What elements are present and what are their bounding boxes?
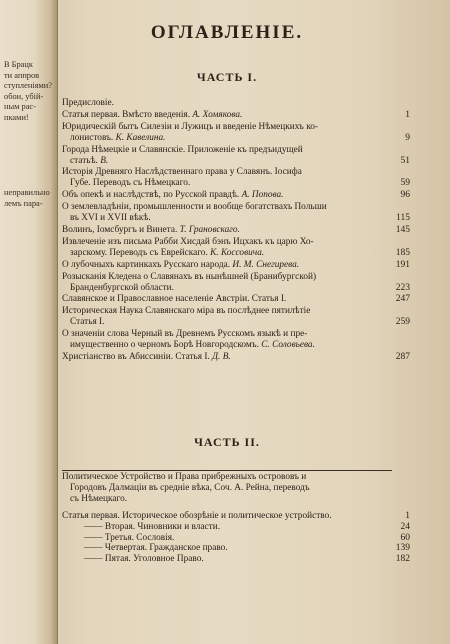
- toc-entry: [62, 352, 410, 363]
- toc-entry-title: [62, 472, 384, 505]
- toc-page-number: 191: [395, 259, 410, 270]
- part-1-contents: [62, 98, 410, 363]
- toc-entry-author: А. Хомякова.: [192, 109, 243, 120]
- toc-entry-line: имущественно о черномъ Борѣ Новгородскомъ. С. Соловьева.: [70, 340, 315, 351]
- toc-page-number: 24: [400, 521, 410, 532]
- margin-fragment-top: [4, 60, 52, 123]
- toc-entry-title: [62, 522, 384, 533]
- toc-entry: [62, 237, 410, 259]
- toc-entry-line: Бранденбургской области.: [70, 282, 174, 293]
- toc-entry-author: Т. Грановскаго.: [179, 224, 240, 235]
- toc-entry: [62, 522, 410, 533]
- toc-page-number: 223: [395, 282, 410, 293]
- toc-entry: [62, 533, 410, 544]
- toc-page-number: 1: [405, 109, 410, 120]
- margin-line: ступленіями?: [4, 81, 52, 90]
- toc-entry-line: О значеніи слова Черный въ Древнемъ Русскомъ языкѣ и пре-: [62, 329, 308, 340]
- margin-line: В Брацк: [4, 60, 33, 69]
- margin-fragment-lower: [4, 188, 50, 209]
- part-2-contents: [62, 472, 410, 565]
- margin-line: ным рас-: [4, 102, 36, 111]
- toc-entry-title: [62, 329, 384, 351]
- toc-entry-line: Губе. Переводъ съ Нѣмецкаго.: [70, 178, 191, 189]
- toc-entry-line: —— Четвертая. Гражданское право.: [84, 543, 228, 554]
- toc-entry-line: Розысканія Кледена о Славянахъ въ нынѣшней (Бранибургской): [62, 271, 317, 282]
- toc-entry: [62, 202, 410, 224]
- toc-entry: [62, 306, 410, 328]
- toc-entry-author: К. Коссовича.: [210, 247, 265, 258]
- toc-entry: [62, 122, 410, 144]
- toc-entry-title: [62, 225, 384, 236]
- toc-entry-title: [62, 554, 384, 565]
- toc-entry-line: —— Третья. Сословія.: [84, 532, 175, 543]
- toc-page-number: 185: [395, 247, 410, 258]
- toc-entry-title: [62, 190, 384, 201]
- toc-entry-line: О землевладѣніи, промышленности и вообще богатствахъ Польши: [62, 202, 327, 213]
- margin-line: неправильно: [4, 188, 50, 197]
- toc-page-number: 247: [395, 294, 410, 305]
- toc-entry-line: съ Нѣмецкаго.: [70, 493, 128, 504]
- toc-page: [62, 0, 446, 644]
- toc-entry-author: А. Попова.: [241, 190, 284, 201]
- toc-page-number: 115: [396, 213, 410, 224]
- toc-entry: [62, 329, 410, 351]
- toc-entry-line: лонистовъ. К. Кавелина.: [70, 132, 166, 143]
- toc-page-number: 259: [395, 317, 410, 328]
- toc-entry-line: Славянское и Православное населеніе Австріи. Статья I.: [62, 294, 287, 305]
- toc-entry-author: Д. В.: [212, 351, 231, 362]
- toc-page-number: 9: [405, 132, 410, 143]
- margin-line: лемъ пара-: [4, 198, 43, 208]
- toc-entry-line: Извлеченіе изъ письма Рабби Хисдай бэнъ Ицхакъ къ царю Хо-: [62, 236, 314, 247]
- toc-entry-title: [62, 272, 384, 294]
- toc-entry-line: Статья I.: [70, 317, 105, 328]
- toc-entry-line: —— Пятая. Уголовное Право.: [84, 554, 204, 565]
- toc-entry: [62, 98, 410, 109]
- part-1-heading: ЧАСТЬ I.: [196, 70, 258, 84]
- toc-entry-line: Предисловіе.: [62, 98, 114, 108]
- toc-entry-title: [62, 237, 384, 259]
- toc-entry-title: [62, 260, 384, 271]
- toc-entry-line: зарскому. Переводъ съ Еврейскаго. К. Коссовича.: [70, 247, 265, 258]
- toc-entry: [62, 294, 410, 305]
- margin-line: пками!: [4, 112, 29, 122]
- toc-entry-line: Политическое Устройство и Права прибрежныхъ острововъ и: [62, 472, 307, 482]
- toc-entry-title: [62, 167, 384, 189]
- toc-entry: [62, 225, 410, 236]
- toc-entry-title: [62, 306, 384, 328]
- toc-page-number: 287: [395, 351, 410, 362]
- toc-entry-line: Исторія Древняго Наслѣдственнаго права у Славянъ. Іосифа: [62, 167, 302, 178]
- toc-entry-line: Города Нѣмецкіе и Славянскіе. Приложеніе къ предъидущей: [62, 144, 303, 155]
- toc-entry-author: К. Кавелина.: [115, 132, 166, 143]
- toc-entry-title: [62, 122, 384, 144]
- toc-entry-author: В.: [100, 155, 109, 166]
- toc-page-number: 145: [395, 224, 410, 235]
- toc-entry: [62, 511, 410, 522]
- toc-entry-author: И. М. Снегирева.: [232, 259, 300, 270]
- section-divider: [62, 470, 392, 471]
- toc-page-number: 139: [395, 543, 410, 554]
- toc-entry-line: Объ опекѣ и наслѣдствѣ, по Русской правдѣ. А. Попова.: [62, 190, 284, 201]
- toc-entry: [62, 543, 410, 554]
- margin-line: обои, убій-: [4, 91, 44, 101]
- toc-entry-line: Волинъ, Іомсбургъ и Винета. Т. Грановскаго.: [62, 224, 240, 235]
- toc-entry-line: Статья первая. Историческое обозрѣніе и политическое устройство.: [62, 510, 332, 521]
- toc-entry: [62, 260, 410, 271]
- toc-entry-line: Историческая Наука Славянскаго міра въ послѣднее пятилѣтіе: [62, 306, 311, 317]
- toc-entry-title: [62, 145, 384, 167]
- toc-entry-line: О лубочныхъ картинкахъ Русскаго народа. И. М. Снегирева.: [62, 259, 300, 270]
- margin-line: ти аппров: [4, 70, 40, 80]
- part-2-heading: ЧАСТЬ II.: [194, 435, 260, 449]
- toc-page-number: 182: [395, 554, 410, 565]
- toc-entry-title: [62, 294, 384, 305]
- toc-entry-title: [62, 511, 384, 522]
- toc-entry: [62, 272, 410, 294]
- toc-entry-line: Юридическій бытъ Силезіи и Лужицъ и введеніе Нѣмецкихъ ко-: [62, 121, 318, 132]
- toc-entry-line: —— Вторая. Чиновники и власти.: [84, 521, 221, 532]
- toc-entry: [62, 145, 410, 167]
- toc-entry-line: Христіанство въ Абиссиніи. Статья I. Д. В.: [62, 351, 231, 362]
- toc-entry: [62, 190, 410, 201]
- toc-entry-author: С. Соловьева.: [261, 340, 315, 351]
- toc-entry-line: въ XVI и XVII вѣкѣ.: [70, 213, 151, 224]
- toc-page-number: 51: [400, 155, 410, 166]
- toc-entry-title: [62, 352, 384, 363]
- page-title: ОГЛАВЛЕНІЕ.: [150, 22, 304, 43]
- toc-entry-line: Статья первая. Вмѣсто введенія. А. Хомякова.: [62, 109, 243, 120]
- toc-entry: [62, 472, 410, 505]
- toc-page-number: 1: [405, 510, 410, 521]
- toc-page-number: 60: [400, 532, 410, 543]
- toc-entry: [62, 554, 410, 565]
- toc-entry: [62, 110, 410, 121]
- toc-entry: [62, 167, 410, 189]
- toc-entry-title: [62, 202, 384, 224]
- toc-entry-title: [62, 98, 384, 109]
- toc-entry-line: Городовъ Далмаціи въ средніе вѣка, Соч. А. Рейна, переводъ: [70, 482, 310, 493]
- toc-page-number: 96: [400, 190, 410, 201]
- toc-entry-title: [62, 533, 384, 544]
- toc-page-number: 59: [400, 178, 410, 189]
- facing-page-edge: [0, 0, 58, 644]
- toc-entry-title: [62, 543, 384, 554]
- toc-entry-title: [62, 110, 384, 121]
- toc-entry-line: статьѣ. В.: [70, 155, 109, 166]
